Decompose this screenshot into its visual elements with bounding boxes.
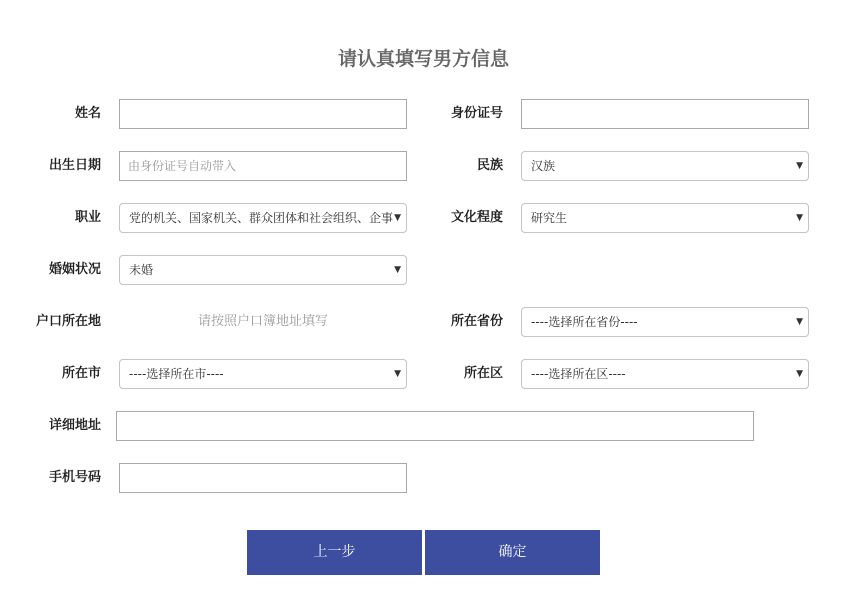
education-label: 文化程度 xyxy=(450,210,503,225)
address-label: 详细地址 xyxy=(48,418,101,433)
triangle-down-icon: ▼ xyxy=(394,265,401,275)
id-number-field[interactable] xyxy=(521,99,809,129)
occupation-label: 职业 xyxy=(74,210,101,225)
address-field[interactable] xyxy=(116,411,754,441)
province-selected-value: ----选择所在省份---- xyxy=(531,315,638,329)
marital-status-label: 婚姻状况 xyxy=(48,262,101,277)
previous-step-button[interactable]: 上一步 xyxy=(247,530,422,575)
hukou-hint: 请按照户口簿地址填写 xyxy=(198,314,329,329)
district-select[interactable] xyxy=(521,359,809,389)
triangle-down-icon: ▼ xyxy=(796,317,803,327)
triangle-down-icon: ▼ xyxy=(796,369,803,379)
province-label: 所在省份 xyxy=(450,314,503,329)
name-label: 姓名 xyxy=(74,106,101,121)
province-select[interactable] xyxy=(521,307,809,337)
phone-label: 手机号码 xyxy=(48,470,101,485)
marital-status-selected-value: 未婚 xyxy=(129,263,154,277)
ethnicity-selected-value: 汉族 xyxy=(531,159,556,173)
hukou-label: 户口所在地 xyxy=(35,314,101,329)
id-number-label: 身份证号 xyxy=(450,106,503,121)
education-select[interactable] xyxy=(521,203,809,233)
confirm-button[interactable]: 确定 xyxy=(425,530,600,575)
triangle-down-icon: ▼ xyxy=(796,213,803,223)
phone-field[interactable] xyxy=(119,463,407,493)
city-selected-value: ----选择所在市---- xyxy=(129,367,224,381)
marital-status-select[interactable] xyxy=(119,255,407,285)
occupation-selected-value: 党的机关、国家机关、群众团体和社会组织、企事 xyxy=(129,211,393,225)
triangle-down-icon: ▼ xyxy=(796,161,803,171)
ethnicity-select[interactable] xyxy=(521,151,809,181)
district-label: 所在区 xyxy=(463,366,503,381)
birth-date-label: 出生日期 xyxy=(48,158,101,173)
city-label: 所在市 xyxy=(61,366,101,381)
district-selected-value: ----选择所在区---- xyxy=(531,367,626,381)
triangle-down-icon: ▼ xyxy=(394,213,401,223)
page-title: 请认真填写男方信息 xyxy=(337,48,509,70)
education-selected-value: 研究生 xyxy=(531,211,568,225)
triangle-down-icon: ▼ xyxy=(394,369,401,379)
ethnicity-label: 民族 xyxy=(476,158,503,173)
